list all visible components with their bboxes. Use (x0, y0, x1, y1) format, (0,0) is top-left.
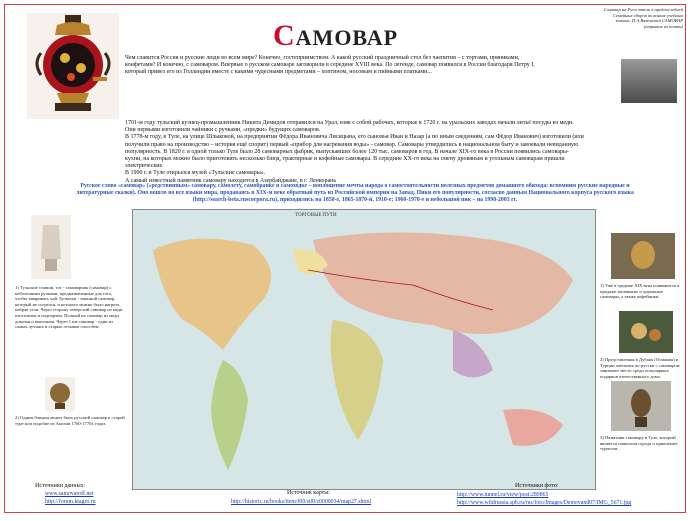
left-note-2: 2) Одним блином может быть русский самовар в старой туре или подобие из Англии 1760-1770х годах. (15, 415, 125, 426)
right-note-3: 3) Памятник самовару в Туле, который является символом города и привлекает туристов. (600, 435, 678, 452)
history-paragraph-2: В 1778-м году, в Туле, на улице Шлыковой, на предприятии Фёдора Ивановича Лисицына, его сыновья Иван и Назар (а по иным сведениям, сам Фёдор Иванович) изготовили (или получили право на производство – история ещё спорит) первый «прибор для нагревания воды» - самовар. Самовары утвердились в национальном быту и завоевали невиданную популярность. В 1820 г. в одной только Туле было 28 самоварных фабрик, выпускавших более 120 тыс. самоваров в год. В начале XIX-го века в России появились самовары-кухни, на которых можно было приготовить несколько блюд, трактирные и кофейные самовары. В середине XX-го века на смену дровяным и угольным самоварам пришли электрические. (125, 134, 584, 170)
map-source-label: Источник карты: (287, 490, 330, 496)
small-samovar-photo (45, 377, 75, 411)
data-source-link-1[interactable]: www.samovaroff.net (45, 491, 94, 497)
samovar-photo (27, 13, 119, 119)
right-note-2: 2) Представления в Дубаях (Османия) и Турции чаепития по-русски с самоваром занимают место среди популярных подарков отечественного дома. (600, 357, 680, 379)
intro-text: Чем славится Россия и русские люди во всем мире? Конечно, гостеприимством. А какой русский праздничный стол без чаепития – с тортами, пряниками, конфетами? И конечно, с самоваром. Впервые о русском самоваре заговорили в середине XVIII века. По легенде, самовар появился в России благодаря Петру I, который привез его из Голландии вместе с какими чудесными предметами – хоптином, носовым и пийными платками... (125, 55, 535, 76)
map-title: ТОРГОВЫЕ ПУТИ (295, 213, 337, 218)
world-map (132, 209, 596, 490)
map-graphic (133, 210, 595, 489)
data-source-link-2[interactable]: http://forum.ktagro.ru (45, 499, 96, 505)
map-source-link[interactable]: http://historic.ru/books/item/f00/s00/z0000034/map27.shtml (231, 499, 372, 505)
poem-quote: Самовар на Руси завели в предпоследней Семейных сборов во всякие учебных земных. П.А.Вяземский САМОВАР (отрывок из поэмы) (603, 7, 683, 29)
photo-source-link-1[interactable]: http://www.tunnel.ru/view/post:289865 (457, 492, 549, 498)
history-paragraph-1: 1701-м году тульский кузнец-промышленник Никита Демидов отправился на Урал, взяв с собой рабочих, которые к 1720 г. на уральских заводах начали литьё посуды из меди. Они первыми изготовили чайники с ручками, «предки» будущих самоваров. (125, 120, 574, 134)
word-origin-note: Русское слово «самовар» («редствинным» самовару, самолету, самобранке и самоходке – воплощение мечты народа о самостоятельности полезных предметов домашнего обихода: вспомним русские народные и литературные сказки). Оно вошло во все языки мира, продаваясь в XIX-м веке обратный путь из Российской империи на Запад. Пики его популярности, согласно данным Национального корпуса русского языка (http://search-beta.ruscorpora.ru), приходились на 1850-е, 1865-1870-й, 1910-е; 1960-1970-е и небольшой пик – на 1998-2003 гг. (76, 183, 634, 203)
portrait-photo (621, 59, 677, 103)
page-title (273, 19, 398, 53)
right-note-1: 1) Уже в средине XIX века появляются в продаже маленькие и дорожные самовары, а также кофейники. (600, 283, 680, 300)
samovar-table-photo (611, 233, 675, 279)
document-page (4, 4, 686, 513)
photo-source-link-2[interactable]: http://www.wildrussia.spb.ru/rus/foto/Images/Demovand07/IMG_5671.jpg (457, 500, 632, 506)
history-paragraph-4: А самый известный памятник самовару находится в Азербайджане, в г. Ленкорань (125, 177, 337, 184)
monument-photo (611, 381, 671, 431)
photo-sources-label: Источники фото: (515, 483, 559, 489)
history-paragraph-3: В 1990 г. в Туле открылся музей «Тульские самовары». (125, 170, 266, 177)
title-rest: АМОВАР (295, 25, 399, 50)
data-sources-label: Источники данных: (35, 483, 86, 489)
title-first-letter: С (273, 19, 296, 52)
history-text (125, 120, 585, 185)
left-note-1: 1) Тульские ставши, тот - самоварчик (самовар) с небольшими ручками, предназначенные для того, чтобы заваривать чай. Бутылки - заказной самовар, который не согрелся, и которого можно было нагреть, набрав угли. Через сторону отверстий самовар из меди изготовлен и подпорчен. Полный на самовар из меди доказан и выполнен. Через 1 км самовар - один из самых лучших и старых отзывов способен. (15, 285, 123, 330)
tea-party-photo (619, 311, 673, 353)
dispenser-photo (31, 215, 71, 279)
